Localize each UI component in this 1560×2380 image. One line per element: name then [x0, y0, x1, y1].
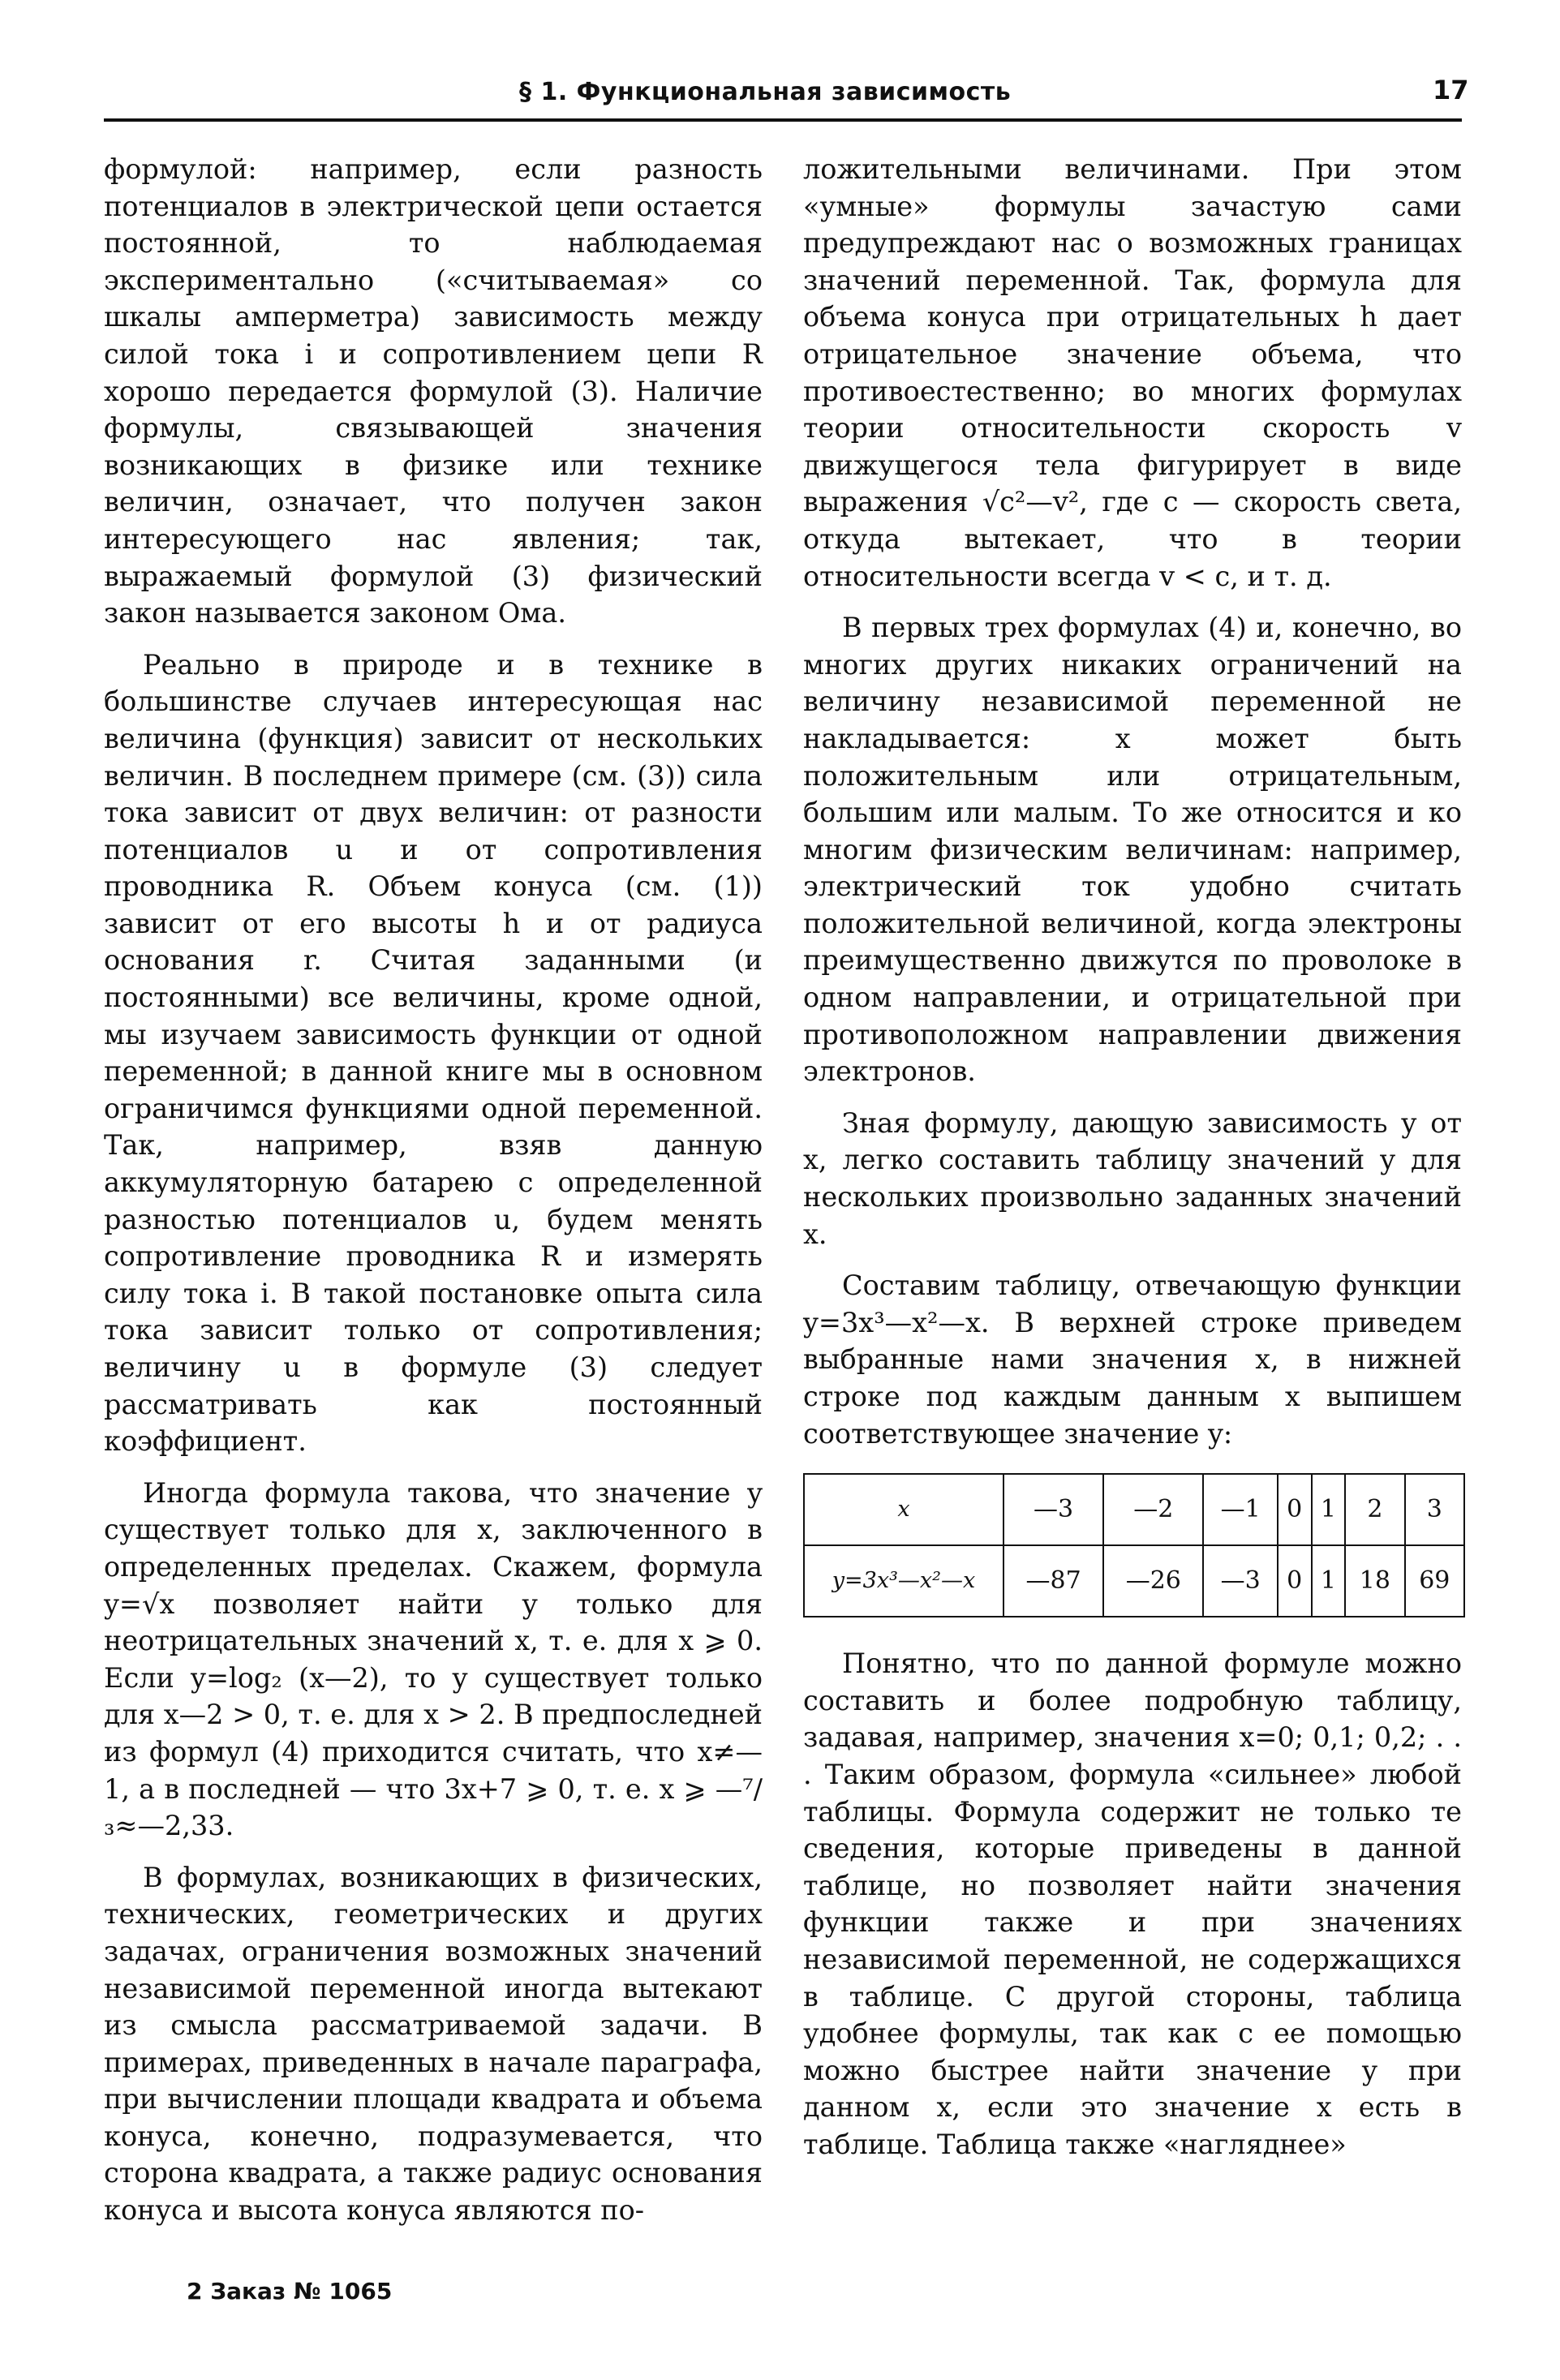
table-cell: —3 [1003, 1474, 1103, 1545]
table-cell: x [804, 1474, 1003, 1545]
table-cell: 18 [1345, 1545, 1404, 1617]
paragraph: формулой: например, если разность потенциалов в электрической цепи остается постоянной, то наблюдаемая экспериментально («считываемая» со шкалы амперметра) зависимость между силой тока i и сопротивлением цепи R хорошо передается формулой (3). Наличие формулы, связывающей значения возникающих в физике или технике величин, означает, что получен закон интересующего нас явления; так, выражаемый формулой (3) физический закон называется законом Ома. [104, 153, 763, 629]
paragraph: Реально в природе и в технике в большинстве случаев интересующая нас величина (функция) зависит от нескольких величин. В последнем примере (см. (3)) сила тока зависит от двух величин: от разности потенциалов u и от сопротивления проводника R. Объем конуса (см. (1)) зависит от его высоты h и от радиуса основания r. Считая заданными (и постоянными) все величины, кроме одной, мы изучаем зависимость функции от одной переменной; в данной книге мы в основном ограничимся функциями одной переменной. Так, например, взяв данную аккумуляторную батарею с определенной разностью потенциалов u, будем менять сопротивление проводника R и измерять силу тока i. В такой постановке опыта сила тока зависит только от сопротивления; величину u в формуле (3) следует рассматривать как постоянный коэффициент. [104, 648, 763, 1458]
table-cell: —26 [1103, 1545, 1203, 1617]
right-column [803, 151, 1462, 2163]
paragraph: В первых трех формулах (4) и, конечно, во многих других никаких ограничений на величину независимой переменной не накладывается: x может быть положительным или отрицательным, большим или малым. То же относится и ко многим физическим величинам: например, электрический ток удобно считать положительной величиной, когда электроны преимущественно движутся по проволоке в одном направлении, и отрицательной при противоположном направлении движения электронов. [803, 612, 1462, 1088]
paragraph: ложительными величинами. При этом «умные» формулы зачастую сами предупреждают нас о возможных границах значений переменной. Так, формула для объема конуса при отрицательных h дает отрицательное значение объема, что противоестественно; во многих формулах теории относительности скорость v движущегося тела фигурирует в виде выражения √c²—v², где c — скорость света, откуда вытекает, что в теории относительности всегда v < c, и т. д. [803, 153, 1462, 592]
table-cell: 0 [1278, 1545, 1312, 1617]
table-cell: 3 [1405, 1474, 1464, 1545]
paragraph: Иногда формула такова, что значение y существует только для x, заключенного в определенных пределах. Скажем, формула y=√x позволяет найти y только для неотрицательных значений x, т. е. для x ⩾ 0. Если y=log₂ (x—2), то y существует только для x—2 > 0, т. е. для x > 2. В предпоследней из формул (4) приходится считать, что x≠—1, а в последней — что 3x+7 ⩾ 0, т. е. x ⩾ —⁷/₃≈—2,33. [104, 1476, 763, 1842]
left-column [104, 151, 763, 2229]
table-cell: 2 [1345, 1474, 1404, 1545]
paragraph: Понятно, что по данной формуле можно составить и более подробную таблицу, задавая, например, значения x=0; 0,1; 0,2; . . . Таким образом, формула «сильнее» любой таблицы. Формула содержит не только те сведения, которые приведены в данной таблице, но позволяет найти значения функции также и при значениях независимой переменной, не содержащихся в таблице. С другой стороны, таблица удобнее формулы, так как с ее помощью можно быстрее найти значение y при данном x, если это значение x есть в таблице. Таблица также «нагляднее» [803, 1648, 1462, 2160]
table-cell: —2 [1103, 1474, 1203, 1545]
table-cell: 69 [1405, 1545, 1464, 1617]
table-cell: —1 [1203, 1474, 1277, 1545]
table-row-y [804, 1545, 1464, 1617]
table-cell: —87 [1003, 1545, 1103, 1617]
paragraph: Составим таблицу, отвечающую функции y=3x³—x²—x. В верхней строке приведем выбранные нами значения x, в нижней строке под каждым данным x выпишем соответствующее значение y: [803, 1269, 1462, 1450]
table-row-x [804, 1474, 1464, 1545]
paragraph: В формулах, возникающих в физических, технических, геометрических и других задачах, ограничения возможных значений независимой переменной иногда вытекают из смысла рассматриваемой задачи. В примерах, приведенных в начале параграфа, при вычислении площади квадрата и объема конуса, конечно, подразумевается, что сторона квадрата, а также радиус основания конуса и высота конуса являются по- [104, 1861, 763, 2227]
table-cell: 1 [1312, 1474, 1346, 1545]
printer-signature: 2 Заказ № 1065 [187, 2278, 393, 2305]
values-table [803, 1473, 1465, 1617]
header-rule [104, 118, 1462, 122]
paragraph: Зная формулу, дающую зависимость y от x, легко составить таблицу значений y для нескольких произвольно заданных значений x. [803, 1106, 1462, 1250]
table-cell: 0 [1278, 1474, 1312, 1545]
table-cell: 1 [1312, 1545, 1346, 1617]
page-number: 17 [1433, 75, 1469, 105]
table-cell: —3 [1203, 1545, 1277, 1617]
table-cell: y=3x³—x²—x [804, 1545, 1003, 1617]
running-header-title: § 1. Функциональная зависимость [519, 78, 1012, 106]
